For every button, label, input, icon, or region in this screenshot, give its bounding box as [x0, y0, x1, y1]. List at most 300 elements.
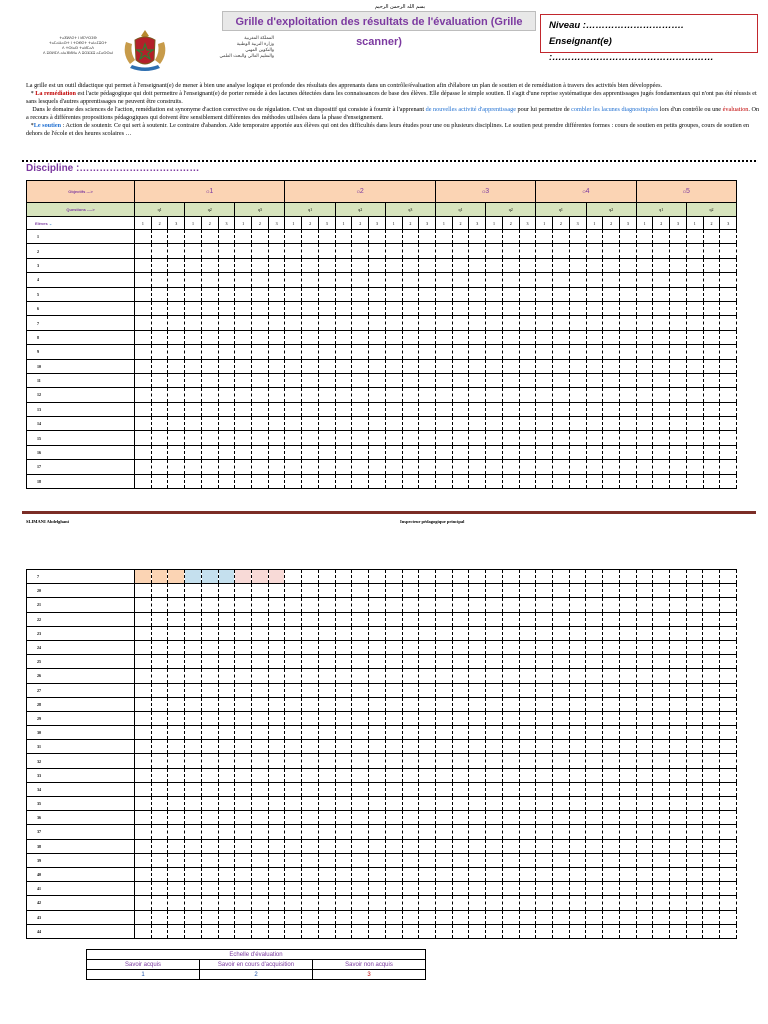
score-cell[interactable] [703, 258, 720, 272]
score-cell[interactable] [285, 754, 302, 768]
score-cell[interactable] [502, 345, 519, 359]
score-cell[interactable] [435, 669, 452, 683]
score-cell[interactable] [720, 697, 737, 711]
score-cell[interactable] [502, 924, 519, 938]
score-cell[interactable] [502, 853, 519, 867]
score-cell[interactable] [486, 230, 503, 244]
score-cell[interactable] [218, 853, 235, 867]
score-cell[interactable] [619, 740, 636, 754]
score-cell[interactable] [268, 373, 285, 387]
score-cell[interactable] [536, 754, 553, 768]
score-cell[interactable] [185, 825, 202, 839]
score-cell[interactable] [586, 345, 603, 359]
score-cell[interactable] [670, 683, 687, 697]
score-cell[interactable] [703, 345, 720, 359]
score-cell[interactable] [168, 697, 185, 711]
score-cell[interactable] [369, 711, 386, 725]
score-cell[interactable] [302, 882, 319, 896]
score-cell[interactable] [603, 301, 620, 315]
score-cell[interactable] [335, 244, 352, 258]
score-cell[interactable] [352, 669, 369, 683]
score-cell[interactable] [252, 867, 269, 881]
score-cell[interactable] [302, 316, 319, 330]
score-cell[interactable] [536, 373, 553, 387]
score-cell[interactable] [402, 584, 419, 598]
score-cell[interactable] [519, 474, 536, 488]
score-cell[interactable] [569, 797, 586, 811]
score-cell[interactable] [519, 345, 536, 359]
score-cell[interactable] [703, 460, 720, 474]
score-cell[interactable] [536, 359, 553, 373]
score-cell[interactable] [185, 797, 202, 811]
score-cell[interactable] [352, 431, 369, 445]
score-cell[interactable] [168, 882, 185, 896]
score-cell[interactable] [452, 740, 469, 754]
score-cell[interactable] [435, 655, 452, 669]
score-cell[interactable] [252, 230, 269, 244]
score-cell[interactable] [519, 768, 536, 782]
score-cell[interactable] [302, 230, 319, 244]
score-cell[interactable] [385, 896, 402, 910]
score-cell[interactable] [552, 797, 569, 811]
score-cell[interactable] [653, 882, 670, 896]
score-cell[interactable] [385, 655, 402, 669]
score-cell[interactable] [519, 230, 536, 244]
score-cell[interactable] [686, 754, 703, 768]
score-cell[interactable] [218, 697, 235, 711]
score-cell[interactable] [419, 669, 436, 683]
score-cell[interactable] [419, 460, 436, 474]
score-cell[interactable] [486, 373, 503, 387]
score-cell[interactable] [603, 460, 620, 474]
score-cell[interactable] [369, 896, 386, 910]
score-cell[interactable] [252, 697, 269, 711]
score-cell[interactable] [285, 612, 302, 626]
score-cell[interactable] [469, 740, 486, 754]
score-cell[interactable] [318, 388, 335, 402]
score-cell[interactable] [435, 768, 452, 782]
score-cell[interactable] [619, 598, 636, 612]
score-cell[interactable] [385, 301, 402, 315]
score-cell[interactable] [151, 867, 168, 881]
score-cell[interactable] [151, 230, 168, 244]
score-cell[interactable] [302, 612, 319, 626]
score-cell[interactable] [519, 373, 536, 387]
score-cell[interactable] [586, 896, 603, 910]
score-cell[interactable] [686, 882, 703, 896]
score-cell[interactable] [369, 754, 386, 768]
score-cell[interactable] [502, 612, 519, 626]
score-cell[interactable] [686, 417, 703, 431]
score-cell[interactable] [720, 287, 737, 301]
score-cell[interactable] [452, 839, 469, 853]
score-cell[interactable] [720, 258, 737, 272]
score-cell[interactable] [369, 867, 386, 881]
score-cell[interactable] [703, 683, 720, 697]
score-cell[interactable] [235, 754, 252, 768]
score-cell[interactable] [151, 825, 168, 839]
score-cell[interactable] [720, 359, 737, 373]
score-cell[interactable] [452, 584, 469, 598]
score-cell[interactable] [569, 273, 586, 287]
score-cell[interactable] [536, 244, 553, 258]
score-cell[interactable] [369, 683, 386, 697]
score-cell[interactable] [686, 316, 703, 330]
score-cell[interactable] [619, 417, 636, 431]
score-cell[interactable] [252, 740, 269, 754]
score-cell[interactable] [519, 669, 536, 683]
score-cell[interactable] [235, 445, 252, 459]
score-cell[interactable] [603, 811, 620, 825]
score-cell[interactable] [352, 924, 369, 938]
score-cell[interactable] [603, 402, 620, 416]
score-cell[interactable] [469, 726, 486, 740]
score-cell[interactable] [586, 431, 603, 445]
score-cell[interactable] [636, 460, 653, 474]
score-cell[interactable] [335, 626, 352, 640]
score-cell[interactable] [268, 711, 285, 725]
score-cell[interactable] [536, 839, 553, 853]
score-cell[interactable] [536, 316, 553, 330]
score-cell[interactable] [235, 782, 252, 796]
score-cell[interactable] [603, 373, 620, 387]
score-cell[interactable] [636, 612, 653, 626]
score-cell[interactable] [536, 612, 553, 626]
score-cell[interactable] [603, 697, 620, 711]
score-cell[interactable] [519, 683, 536, 697]
score-cell[interactable] [653, 445, 670, 459]
score-cell[interactable] [486, 460, 503, 474]
score-cell[interactable] [469, 924, 486, 938]
score-cell[interactable] [435, 612, 452, 626]
score-cell[interactable] [469, 417, 486, 431]
score-cell[interactable] [703, 417, 720, 431]
score-cell[interactable] [536, 230, 553, 244]
score-cell[interactable] [619, 431, 636, 445]
score-cell[interactable] [318, 825, 335, 839]
score-cell[interactable] [619, 258, 636, 272]
score-cell[interactable] [318, 754, 335, 768]
score-cell[interactable] [703, 273, 720, 287]
score-cell[interactable] [168, 258, 185, 272]
score-cell[interactable] [703, 797, 720, 811]
score-cell[interactable] [302, 697, 319, 711]
score-cell[interactable] [302, 570, 319, 584]
score-cell[interactable] [385, 445, 402, 459]
score-cell[interactable] [201, 273, 218, 287]
score-cell[interactable] [553, 474, 570, 488]
score-cell[interactable] [252, 570, 269, 584]
score-cell[interactable] [536, 474, 553, 488]
score-cell[interactable] [151, 388, 168, 402]
score-cell[interactable] [385, 612, 402, 626]
score-cell[interactable] [168, 373, 185, 387]
score-cell[interactable] [285, 445, 302, 459]
score-cell[interactable] [603, 768, 620, 782]
score-cell[interactable] [369, 388, 386, 402]
score-cell[interactable] [720, 896, 737, 910]
score-cell[interactable] [218, 612, 235, 626]
score-cell[interactable] [435, 584, 452, 598]
score-cell[interactable] [670, 244, 687, 258]
score-cell[interactable] [552, 598, 569, 612]
score-cell[interactable] [318, 867, 335, 881]
score-cell[interactable] [435, 896, 452, 910]
score-cell[interactable] [369, 273, 386, 287]
score-cell[interactable] [201, 768, 218, 782]
score-cell[interactable] [519, 431, 536, 445]
score-cell[interactable] [318, 839, 335, 853]
score-cell[interactable] [653, 683, 670, 697]
score-cell[interactable] [369, 782, 386, 796]
score-cell[interactable] [569, 782, 586, 796]
score-cell[interactable] [519, 896, 536, 910]
score-cell[interactable] [586, 711, 603, 725]
score-cell[interactable] [586, 768, 603, 782]
score-cell[interactable] [302, 669, 319, 683]
score-cell[interactable] [636, 797, 653, 811]
score-cell[interactable] [268, 811, 285, 825]
score-cell[interactable] [168, 626, 185, 640]
score-cell[interactable] [536, 797, 553, 811]
score-cell[interactable] [268, 445, 285, 459]
score-cell[interactable] [586, 697, 603, 711]
score-cell[interactable] [185, 598, 202, 612]
score-cell[interactable] [151, 626, 168, 640]
score-cell[interactable] [469, 797, 486, 811]
score-cell[interactable] [352, 359, 369, 373]
score-cell[interactable] [670, 797, 687, 811]
score-cell[interactable] [536, 570, 553, 584]
score-cell[interactable] [335, 417, 352, 431]
score-cell[interactable] [469, 445, 486, 459]
score-cell[interactable] [569, 402, 586, 416]
score-cell[interactable] [285, 273, 302, 287]
score-cell[interactable] [318, 711, 335, 725]
score-cell[interactable] [185, 474, 202, 488]
score-cell[interactable] [369, 640, 386, 654]
score-cell[interactable] [285, 839, 302, 853]
score-cell[interactable] [486, 330, 503, 344]
score-cell[interactable] [402, 640, 419, 654]
score-cell[interactable] [686, 711, 703, 725]
score-cell[interactable] [619, 330, 636, 344]
score-cell[interactable] [586, 626, 603, 640]
score-cell[interactable] [486, 598, 503, 612]
score-cell[interactable] [285, 598, 302, 612]
score-cell[interactable] [586, 244, 603, 258]
score-cell[interactable] [653, 754, 670, 768]
score-cell[interactable] [335, 740, 352, 754]
score-cell[interactable] [469, 316, 486, 330]
score-cell[interactable] [670, 287, 687, 301]
score-cell[interactable] [369, 474, 386, 488]
score-cell[interactable] [486, 882, 503, 896]
score-cell[interactable] [486, 910, 503, 924]
score-cell[interactable] [703, 853, 720, 867]
score-cell[interactable] [168, 768, 185, 782]
score-cell[interactable] [569, 431, 586, 445]
score-cell[interactable] [636, 388, 653, 402]
score-cell[interactable] [268, 359, 285, 373]
score-cell[interactable] [502, 839, 519, 853]
score-cell[interactable] [619, 316, 636, 330]
score-cell[interactable] [586, 669, 603, 683]
score-cell[interactable] [720, 711, 737, 725]
score-cell[interactable] [302, 460, 319, 474]
score-cell[interactable] [603, 598, 620, 612]
score-cell[interactable] [619, 570, 636, 584]
score-cell[interactable] [268, 273, 285, 287]
score-cell[interactable] [318, 345, 335, 359]
score-cell[interactable] [185, 316, 202, 330]
score-cell[interactable] [402, 867, 419, 881]
score-cell[interactable] [285, 726, 302, 740]
score-cell[interactable] [536, 417, 553, 431]
score-cell[interactable] [218, 431, 235, 445]
score-cell[interactable] [469, 273, 486, 287]
score-cell[interactable] [519, 825, 536, 839]
score-cell[interactable] [419, 301, 436, 315]
score-cell[interactable] [552, 896, 569, 910]
score-cell[interactable] [235, 330, 252, 344]
score-cell[interactable] [686, 640, 703, 654]
score-cell[interactable] [603, 882, 620, 896]
score-cell[interactable] [369, 669, 386, 683]
score-cell[interactable] [318, 726, 335, 740]
score-cell[interactable] [519, 882, 536, 896]
score-cell[interactable] [268, 584, 285, 598]
score-cell[interactable] [252, 754, 269, 768]
score-cell[interactable] [569, 924, 586, 938]
score-cell[interactable] [268, 726, 285, 740]
score-cell[interactable] [603, 570, 620, 584]
score-cell[interactable] [385, 683, 402, 697]
score-cell[interactable] [385, 754, 402, 768]
score-cell[interactable] [185, 853, 202, 867]
score-cell[interactable] [335, 460, 352, 474]
score-cell[interactable] [670, 867, 687, 881]
score-cell[interactable] [268, 402, 285, 416]
score-cell[interactable] [603, 711, 620, 725]
score-cell[interactable] [435, 258, 452, 272]
score-cell[interactable] [201, 445, 218, 459]
score-cell[interactable] [185, 230, 202, 244]
score-cell[interactable] [318, 882, 335, 896]
score-cell[interactable] [235, 655, 252, 669]
score-cell[interactable] [720, 417, 737, 431]
score-cell[interactable] [636, 359, 653, 373]
score-cell[interactable] [268, 797, 285, 811]
score-cell[interactable] [636, 782, 653, 796]
score-cell[interactable] [686, 258, 703, 272]
score-cell[interactable] [519, 287, 536, 301]
score-cell[interactable] [419, 726, 436, 740]
score-cell[interactable] [536, 330, 553, 344]
score-cell[interactable] [151, 726, 168, 740]
score-cell[interactable] [235, 669, 252, 683]
score-cell[interactable] [603, 655, 620, 669]
score-cell[interactable] [318, 273, 335, 287]
score-cell[interactable] [318, 811, 335, 825]
score-cell[interactable] [452, 924, 469, 938]
score-cell[interactable] [268, 431, 285, 445]
score-cell[interactable] [469, 754, 486, 768]
score-cell[interactable] [369, 373, 386, 387]
score-cell[interactable] [469, 896, 486, 910]
score-cell[interactable] [151, 754, 168, 768]
score-cell[interactable] [486, 754, 503, 768]
score-cell[interactable] [318, 474, 335, 488]
score-cell[interactable] [218, 768, 235, 782]
score-cell[interactable] [235, 230, 252, 244]
score-cell[interactable] [201, 825, 218, 839]
score-cell[interactable] [285, 373, 302, 387]
score-cell[interactable] [619, 388, 636, 402]
score-cell[interactable] [452, 782, 469, 796]
score-cell[interactable] [720, 782, 737, 796]
score-cell[interactable] [135, 655, 152, 669]
score-cell[interactable] [168, 655, 185, 669]
score-cell[interactable] [335, 768, 352, 782]
score-cell[interactable] [653, 359, 670, 373]
score-cell[interactable] [252, 626, 269, 640]
score-cell[interactable] [586, 910, 603, 924]
score-cell[interactable] [402, 782, 419, 796]
score-cell[interactable] [385, 230, 402, 244]
score-cell[interactable] [653, 330, 670, 344]
score-cell[interactable] [318, 598, 335, 612]
score-cell[interactable] [385, 598, 402, 612]
score-cell[interactable] [318, 287, 335, 301]
score-cell[interactable] [318, 230, 335, 244]
score-cell[interactable] [435, 825, 452, 839]
score-cell[interactable] [486, 570, 503, 584]
score-cell[interactable] [318, 460, 335, 474]
score-cell[interactable] [469, 612, 486, 626]
score-cell[interactable] [352, 640, 369, 654]
score-cell[interactable] [151, 768, 168, 782]
score-cell[interactable] [586, 273, 603, 287]
score-cell[interactable] [402, 460, 419, 474]
discipline-label[interactable]: Discipline :……………………………… [26, 163, 200, 174]
score-cell[interactable] [519, 388, 536, 402]
score-cell[interactable] [285, 301, 302, 315]
score-cell[interactable] [519, 417, 536, 431]
score-cell[interactable] [586, 782, 603, 796]
score-cell[interactable] [168, 825, 185, 839]
score-cell[interactable] [235, 431, 252, 445]
score-cell[interactable] [469, 388, 486, 402]
score-cell[interactable] [335, 825, 352, 839]
score-cell[interactable] [703, 882, 720, 896]
score-cell[interactable] [402, 230, 419, 244]
score-cell[interactable] [720, 882, 737, 896]
score-cell[interactable] [201, 726, 218, 740]
score-cell[interactable] [252, 655, 269, 669]
score-cell[interactable] [519, 626, 536, 640]
score-cell[interactable] [302, 782, 319, 796]
score-cell[interactable] [235, 316, 252, 330]
score-cell[interactable] [235, 740, 252, 754]
score-cell[interactable] [486, 740, 503, 754]
score-cell[interactable] [536, 402, 553, 416]
score-cell[interactable] [352, 697, 369, 711]
score-cell[interactable] [335, 402, 352, 416]
score-cell[interactable] [670, 388, 687, 402]
score-cell[interactable] [536, 388, 553, 402]
score-cell[interactable] [252, 924, 269, 938]
